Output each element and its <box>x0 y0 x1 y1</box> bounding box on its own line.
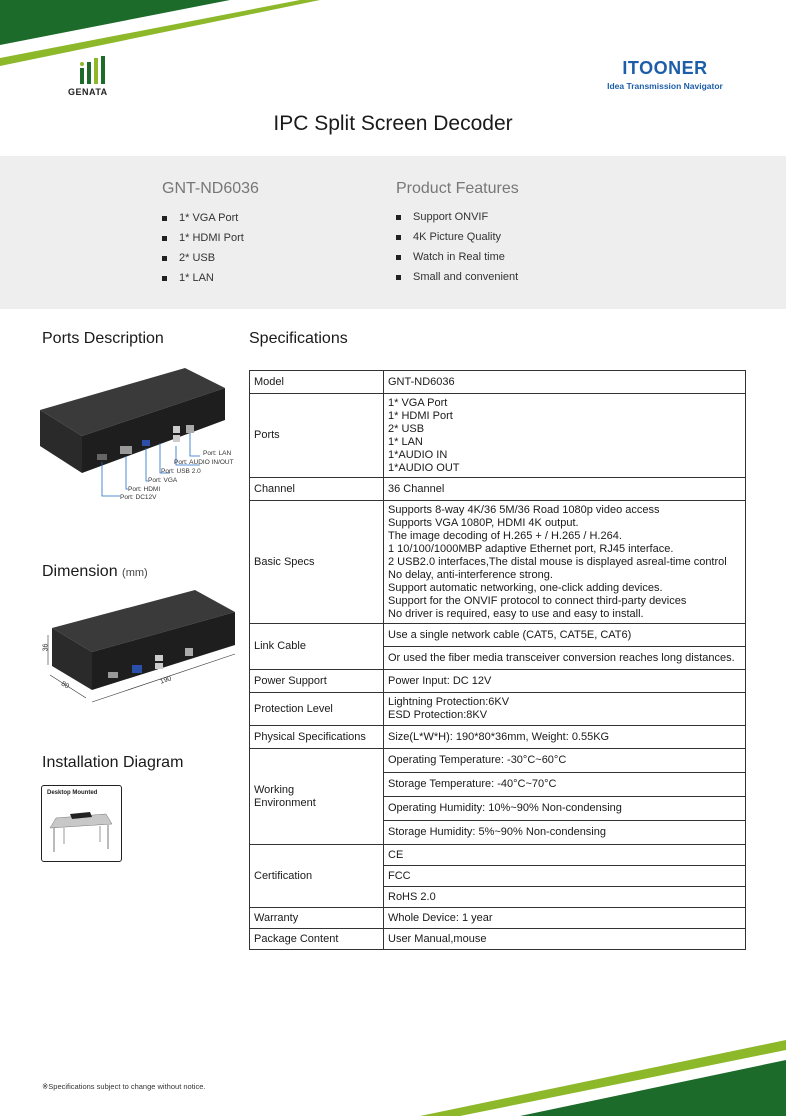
spec-row-warranty <box>250 908 746 929</box>
spec-line: Supports VGA 1080P, HDMI 4K output. <box>388 516 579 529</box>
spec-label: Physical Specifications <box>250 726 384 749</box>
spec-row-certification <box>250 845 746 866</box>
model-item: 2* USB <box>162 248 244 268</box>
spec-row-physical <box>250 726 746 749</box>
spec-value: User Manual,mouse <box>384 929 746 950</box>
spec-value: Size(L*W*H): 190*80*36mm, Weight: 0.55KG <box>384 726 746 749</box>
itooner-brand: ITOONER <box>622 58 708 78</box>
spec-line: Lightning Protection:6KV <box>388 696 510 708</box>
model-item: 1* VGA Port <box>162 208 244 228</box>
spec-label: Package Content <box>250 929 384 950</box>
spec-label: Certification <box>250 845 384 908</box>
spec-value: Or used the fiber media transceiver conversion reaches long distances. <box>384 647 746 670</box>
spec-label-line: Working <box>254 783 295 796</box>
dimension-title: Dimension <box>42 563 118 580</box>
dimension-length-label: 190 <box>159 675 173 686</box>
model-list <box>162 208 244 288</box>
spec-label <box>250 749 384 845</box>
model-heading: GNT-ND6036 <box>162 180 259 197</box>
spec-value: Power Input: DC 12V <box>384 670 746 693</box>
document-title: IPC Split Screen Decoder <box>273 112 513 135</box>
spec-label-line: Environment <box>254 796 316 809</box>
installation-diagram <box>41 785 122 862</box>
spec-value: Whole Device: 1 year <box>384 908 746 929</box>
spec-value: Operating Temperature: -30°C~60°C <box>384 749 746 773</box>
features-band <box>0 156 786 309</box>
dimension-depth-label: 80 <box>59 680 71 691</box>
spec-line: 2* USB <box>388 422 425 435</box>
spec-row-ports <box>250 394 746 478</box>
spec-label: Channel <box>250 478 384 501</box>
feature-item: Watch in Real time <box>396 247 518 267</box>
spec-line: 1* VGA Port <box>388 396 448 409</box>
spec-line: 1 10/100/1000MBP adaptive Ethernet port, RJ45 interface. <box>388 542 674 555</box>
spec-line: 2 USB2.0 interfaces,The distal mouse is displayed asreal-time control <box>388 555 727 568</box>
spec-row-power <box>250 670 746 693</box>
spec-line: 1* HDMI Port <box>388 409 453 422</box>
spec-line: No driver is required, easy to use and easy to install. <box>388 607 644 620</box>
port-label-hdmi: Port: HDMI <box>128 486 161 493</box>
features-heading: Product Features <box>396 180 519 197</box>
specs-heading: Specifications <box>249 330 348 347</box>
installation-heading: Installation Diagram <box>42 754 184 771</box>
spec-value: RoHS 2.0 <box>384 887 746 908</box>
features-list <box>396 207 518 287</box>
spec-value <box>384 394 746 478</box>
spec-line: The image decoding of H.265 + / H.265 / H.264. <box>388 529 622 542</box>
spec-value <box>384 501 746 624</box>
port-label-lan: Port: LAN <box>203 450 232 457</box>
spec-label: Warranty <box>250 908 384 929</box>
spec-value: CE <box>384 845 746 866</box>
spec-value: Storage Humidity: 5%~90% Non-condensing <box>384 821 746 845</box>
spec-line: 1* LAN <box>388 435 423 448</box>
port-label-vga: Port: VGA <box>148 477 178 484</box>
spec-value <box>384 693 746 726</box>
port-label-usb: Port: USB 2.0 <box>161 468 201 475</box>
installation-caption: Desktop Mounted <box>47 790 98 796</box>
genata-logo <box>66 56 130 100</box>
feature-item: 4K Picture Quality <box>396 227 518 247</box>
spec-line: Support for the ONVIF protocol to connect third-party devices <box>388 594 687 607</box>
genata-brand: GENATA <box>68 87 108 97</box>
device-dimension-image <box>40 590 240 710</box>
dimension-unit: (mm) <box>122 567 148 579</box>
spec-line: 1*AUDIO OUT <box>388 461 460 474</box>
feature-item: Support ONVIF <box>396 207 518 227</box>
spec-line: Supports 8-way 4K/36 5M/36 Road 1080p video access <box>388 503 660 516</box>
model-item: 1* HDMI Port <box>162 228 244 248</box>
spec-label: Basic Specs <box>250 501 384 624</box>
spec-line: 1*AUDIO IN <box>388 448 448 461</box>
spec-row-basic <box>250 501 746 624</box>
spec-value: Storage Temperature: -40°C~70°C <box>384 773 746 797</box>
desk-illustration <box>46 804 116 856</box>
dimension-height-label: 36 <box>42 643 50 652</box>
spec-row-link <box>250 624 746 647</box>
spec-label: Power Support <box>250 670 384 693</box>
spec-line: Support automatic networking, one-click adding devices. <box>388 581 663 594</box>
dimension-heading <box>42 563 148 581</box>
spec-value: GNT-ND6036 <box>384 371 746 394</box>
spec-line: ESD Protection:8KV <box>388 709 488 721</box>
spec-value: FCC <box>384 866 746 887</box>
spec-label: Link Cable <box>250 624 384 670</box>
spec-row-protection <box>250 693 746 726</box>
spec-value: 36 Channel <box>384 478 746 501</box>
spec-row-environment <box>250 749 746 773</box>
spec-table <box>249 370 746 950</box>
spec-row-channel <box>250 478 746 501</box>
spec-row-model <box>250 371 746 394</box>
itooner-logo <box>590 58 740 98</box>
spec-label: Model <box>250 371 384 394</box>
port-label-dc12v: Port: DC12V <box>120 494 157 501</box>
itooner-tagline: Idea Transmission Navigator <box>607 81 723 91</box>
feature-item: Small and convenient <box>396 267 518 287</box>
bottom-corner-stripes <box>400 1040 786 1116</box>
spec-label: Ports <box>250 394 384 478</box>
footnote: ※Specifications subject to change without notice. <box>42 1082 206 1091</box>
top-corner-stripes <box>0 0 330 70</box>
spec-line: No delay, anti-interference strong. <box>388 568 553 581</box>
spec-label: Protection Level <box>250 693 384 726</box>
spec-value: Use a single network cable (CAT5, CAT5E, CAT6) <box>384 624 746 647</box>
model-item: 1* LAN <box>162 268 244 288</box>
spec-row-package <box>250 929 746 950</box>
ports-heading: Ports Description <box>42 330 164 347</box>
spec-value: Operating Humidity: 10%~90% Non-condensing <box>384 797 746 821</box>
port-label-audio: Port: AUDIO IN/OUT <box>174 459 234 466</box>
